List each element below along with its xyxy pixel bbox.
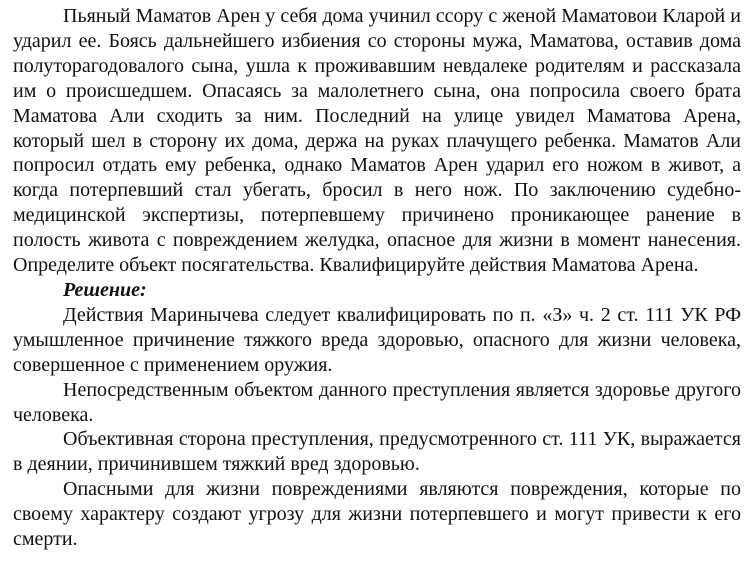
case-paragraph: Пьяный Маматов Арен у себя дома учинил ссору с женой Маматовои Кларой и ударил ее. Боясь дальнейшего избиения со стороны мужа, Маматова, оставив дома полуторагодовалого сына, ушла к проживавшим невдалеке родителям и рассказала им о происшедшем. Опасаясь за малолетнего сына, она попросила своего брата Маматова Али сходить за ним. Последний на улице увидел Маматова Арена, который шел в сторону их дома, держа на руках плачущего ребенка. Маматов Али попросил отдать ему ребенка, однако Маматов Арен ударил его ножом в живот, а когда потерпевший стал убегать, бросил в него нож. По заключению судебно-медицинской экспертизы, потерпевшему причинено проникающее ранение в полость живота с повреждением желудка, опасное для жизни в момент нанесения. Определите объект посягательства. Квалифицируйте действия Маматова Арена. xyxy=(13,5,741,277)
solution-paragraph-1: Действия Маринычева следует квалифицировать по п. «З» ч. 2 ст. 111 УК РФ умышленное причинение тяжкого вреда здоровью, опасного для жизни человека, совершенное с применением оружия. xyxy=(13,303,741,376)
solution-paragraph-4: Опасными для жизни повреждениями являются повреждения, которые по своему характеру создают угрозу для жизни потерпевшего и могут привести к его смерти. xyxy=(13,478,741,551)
solution-paragraph-3: Объективная сторона преступления, предусмотренного ст. 111 УК, выражается в деянии, причинившем тяжкий вред здоровью. xyxy=(13,428,741,476)
solution-heading: Решение: xyxy=(63,278,147,301)
solution-paragraph-2: Непосредственным объектом данного преступления является здоровье другого человека. xyxy=(13,378,741,426)
document-page xyxy=(13,4,741,552)
